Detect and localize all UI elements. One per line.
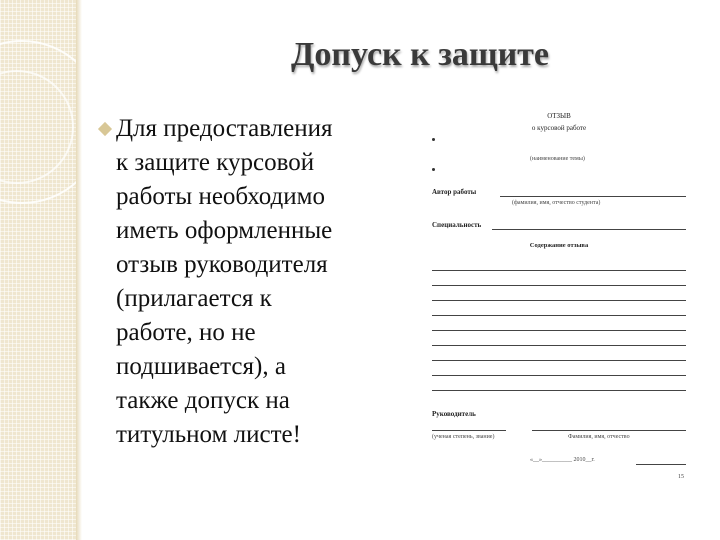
form-line xyxy=(432,315,686,316)
body-line: иметь оформленные xyxy=(116,217,333,244)
review-form-image xyxy=(420,108,698,480)
form-line xyxy=(492,229,686,230)
form-dot xyxy=(432,138,435,141)
body-line: титульном листе! xyxy=(116,421,301,448)
slide-title: Допуск к защите xyxy=(291,36,549,73)
form-content-label: Содержание отзыва xyxy=(529,242,589,249)
form-line xyxy=(500,196,686,197)
form-supervisor-label: Руководитель xyxy=(432,410,476,418)
body-line: к защите курсовой xyxy=(116,149,315,176)
form-line xyxy=(432,300,686,301)
body-line: также допуск на xyxy=(116,387,290,414)
body-line: работы необходимо xyxy=(116,183,325,210)
form-author-label: Автор работы xyxy=(432,188,477,196)
form-specialty-label: Специальность xyxy=(432,221,482,229)
form-heading: ОТЗЫВ xyxy=(547,112,571,120)
slide-body-text xyxy=(116,112,416,452)
body-line: Для предоставления xyxy=(116,115,333,142)
form-line xyxy=(432,360,686,361)
form-topic-hint: (наименование темы) xyxy=(530,156,585,162)
form-line xyxy=(432,390,686,391)
form-line xyxy=(532,430,686,431)
decorative-side-band xyxy=(0,0,78,540)
form-line xyxy=(432,375,686,376)
form-line xyxy=(432,345,686,346)
form-line xyxy=(636,464,686,465)
form-line xyxy=(432,285,686,286)
form-line xyxy=(432,270,686,271)
body-line: работе, но не xyxy=(116,319,256,346)
body-line: отзыв руководителя xyxy=(116,251,328,278)
form-author-hint: (фамилия, имя, отчество студента) xyxy=(512,200,601,206)
body-line: (прилагается к xyxy=(116,285,272,312)
form-dot xyxy=(432,168,435,171)
form-degree-hint: (ученая степень, звание) xyxy=(432,434,495,440)
body-line: подшивается), а xyxy=(116,353,286,380)
form-subheading: о курсовой работе xyxy=(531,124,587,132)
form-date: «__»__________ 2010__г. xyxy=(530,457,595,463)
form-line xyxy=(432,330,686,331)
form-name-hint: Фамилия, имя, отчество xyxy=(568,434,630,440)
form-line xyxy=(432,430,506,431)
form-page-number: 15 xyxy=(678,474,684,480)
